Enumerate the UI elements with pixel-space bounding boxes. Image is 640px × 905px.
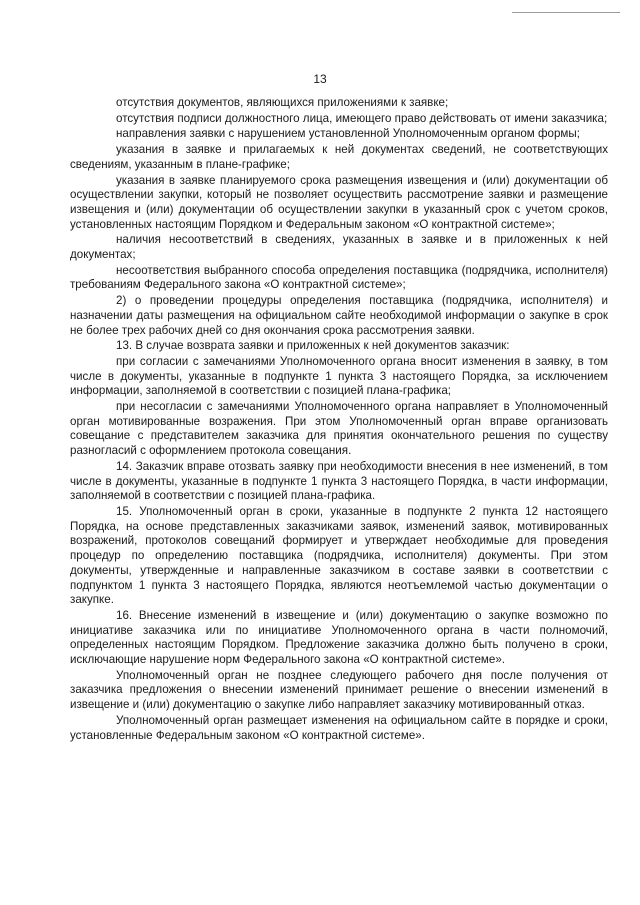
section-15: 15. Уполномоченный орган в сроки, указанные в подпункте 2 пункта 12 настоящего Порядка, на основе представленных заказчиками заявок, изменений заявок, мотивированных возражений, протоколов совещаний формирует и утверждает необходимые для проведения процедур по определению поставщика (подрядчика, исполнителя) документы. При этом документы, утвержденные и направленные заказчиком в составе заявки в соответствии с подпунктом 1 пункта 3 настоящего Порядка, являются неотъемлемой частью документации о закупке.	[70, 504, 608, 607]
paragraph: наличия несоответствий в сведениях, указанных в заявке и в приложенных к ней документах;	[70, 233, 608, 262]
paragraph: несоответствия выбранного способа определения поставщика (подрядчика, исполнителя) требованиям Федерального закона «О контрактной системе»;	[70, 263, 608, 292]
page-number: 13	[313, 72, 327, 86]
paragraph: отсутствия подписи должностного лица, имеющего право действовать от имени заказчика;	[116, 111, 608, 125]
paragraph: 2) о проведении процедуры определения поставщика (подрядчика, исполнителя) и назначении даты размещения на официальном сайте необходимой информации о закупке в срок не более трех рабочих дней со дня окончания срока рассмотрения заявки.	[70, 294, 608, 337]
paragraph: при несогласии с замечаниями Уполномоченного органа направляет в Уполномоченный орган мотивированные возражения. При этом Уполномоченный орган вправе организовать совещание с представителем заказчика для принятия окончательного решения по существу разногласий с оформлением протокола совещания.	[70, 400, 608, 458]
section-14: 14. Заказчик вправе отозвать заявку при необходимости внесения в нее изменений, в том числе в документы, указанные в подпункте 1 пункта 3 настоящего Порядка, в части информации, заполняемой в соответствии с позицией плана-графика.	[70, 459, 608, 503]
paragraph: Уполномоченный орган не позднее следующего рабочего дня после получения от заказчика предложения о внесении изменений принимает решение о внесении изменений в извещение и (или) документацию о закупке либо направляет заказчику мотивированный отказ.	[70, 668, 608, 712]
scan-artifact-line	[512, 12, 620, 13]
section-16: 16. Внесение изменений в извещение и (или) документацию о закупке возможно по инициативе заказчика или по инициативе Уполномоченного органа в части полномочий, определенных настоящим Порядком. Предложение заказчика должно быть получено в сроки, исключающие нарушение норм Федерального закона «О контрактной системе».	[70, 608, 608, 667]
paragraph: отсутствия документов, являющихся приложениями к заявке;	[116, 96, 449, 109]
paragraph: указания в заявке планируемого срока размещения извещения и (или) документации об осуществлении закупки, который не позволяет осуществить рассмотрение заявки и размещение извещения и (или) документации об осуществлении закупки в указанный срок с учетом сроков, установленных настоящим Порядком и Федеральным законом «О контрактной системе»;	[70, 173, 608, 231]
section-heading-13: 13. В случае возврата заявки и приложенных к ней документов заказчик:	[116, 339, 510, 353]
paragraph: направления заявки с нарушением установленной Уполномоченным органом формы;	[116, 127, 580, 141]
document-body	[70, 96, 608, 744]
paragraph: при согласии с замечаниями Уполномоченного органа вносит изменения в заявку, в том числе в документы, указанные в подпункте 1 пункта 3 настоящего Порядка, за исключением информации, заполняемой в соответствии с позицией плана-графика;	[70, 354, 608, 398]
paragraph: Уполномоченный орган размещает изменения на официальном сайте в порядке и сроки, установленные Федеральным законом «О контрактной системе».	[70, 713, 608, 742]
paragraph: указания в заявке и прилагаемых к ней документах сведений, не соответствующих сведениям, указанным в плане-графике;	[70, 143, 608, 171]
